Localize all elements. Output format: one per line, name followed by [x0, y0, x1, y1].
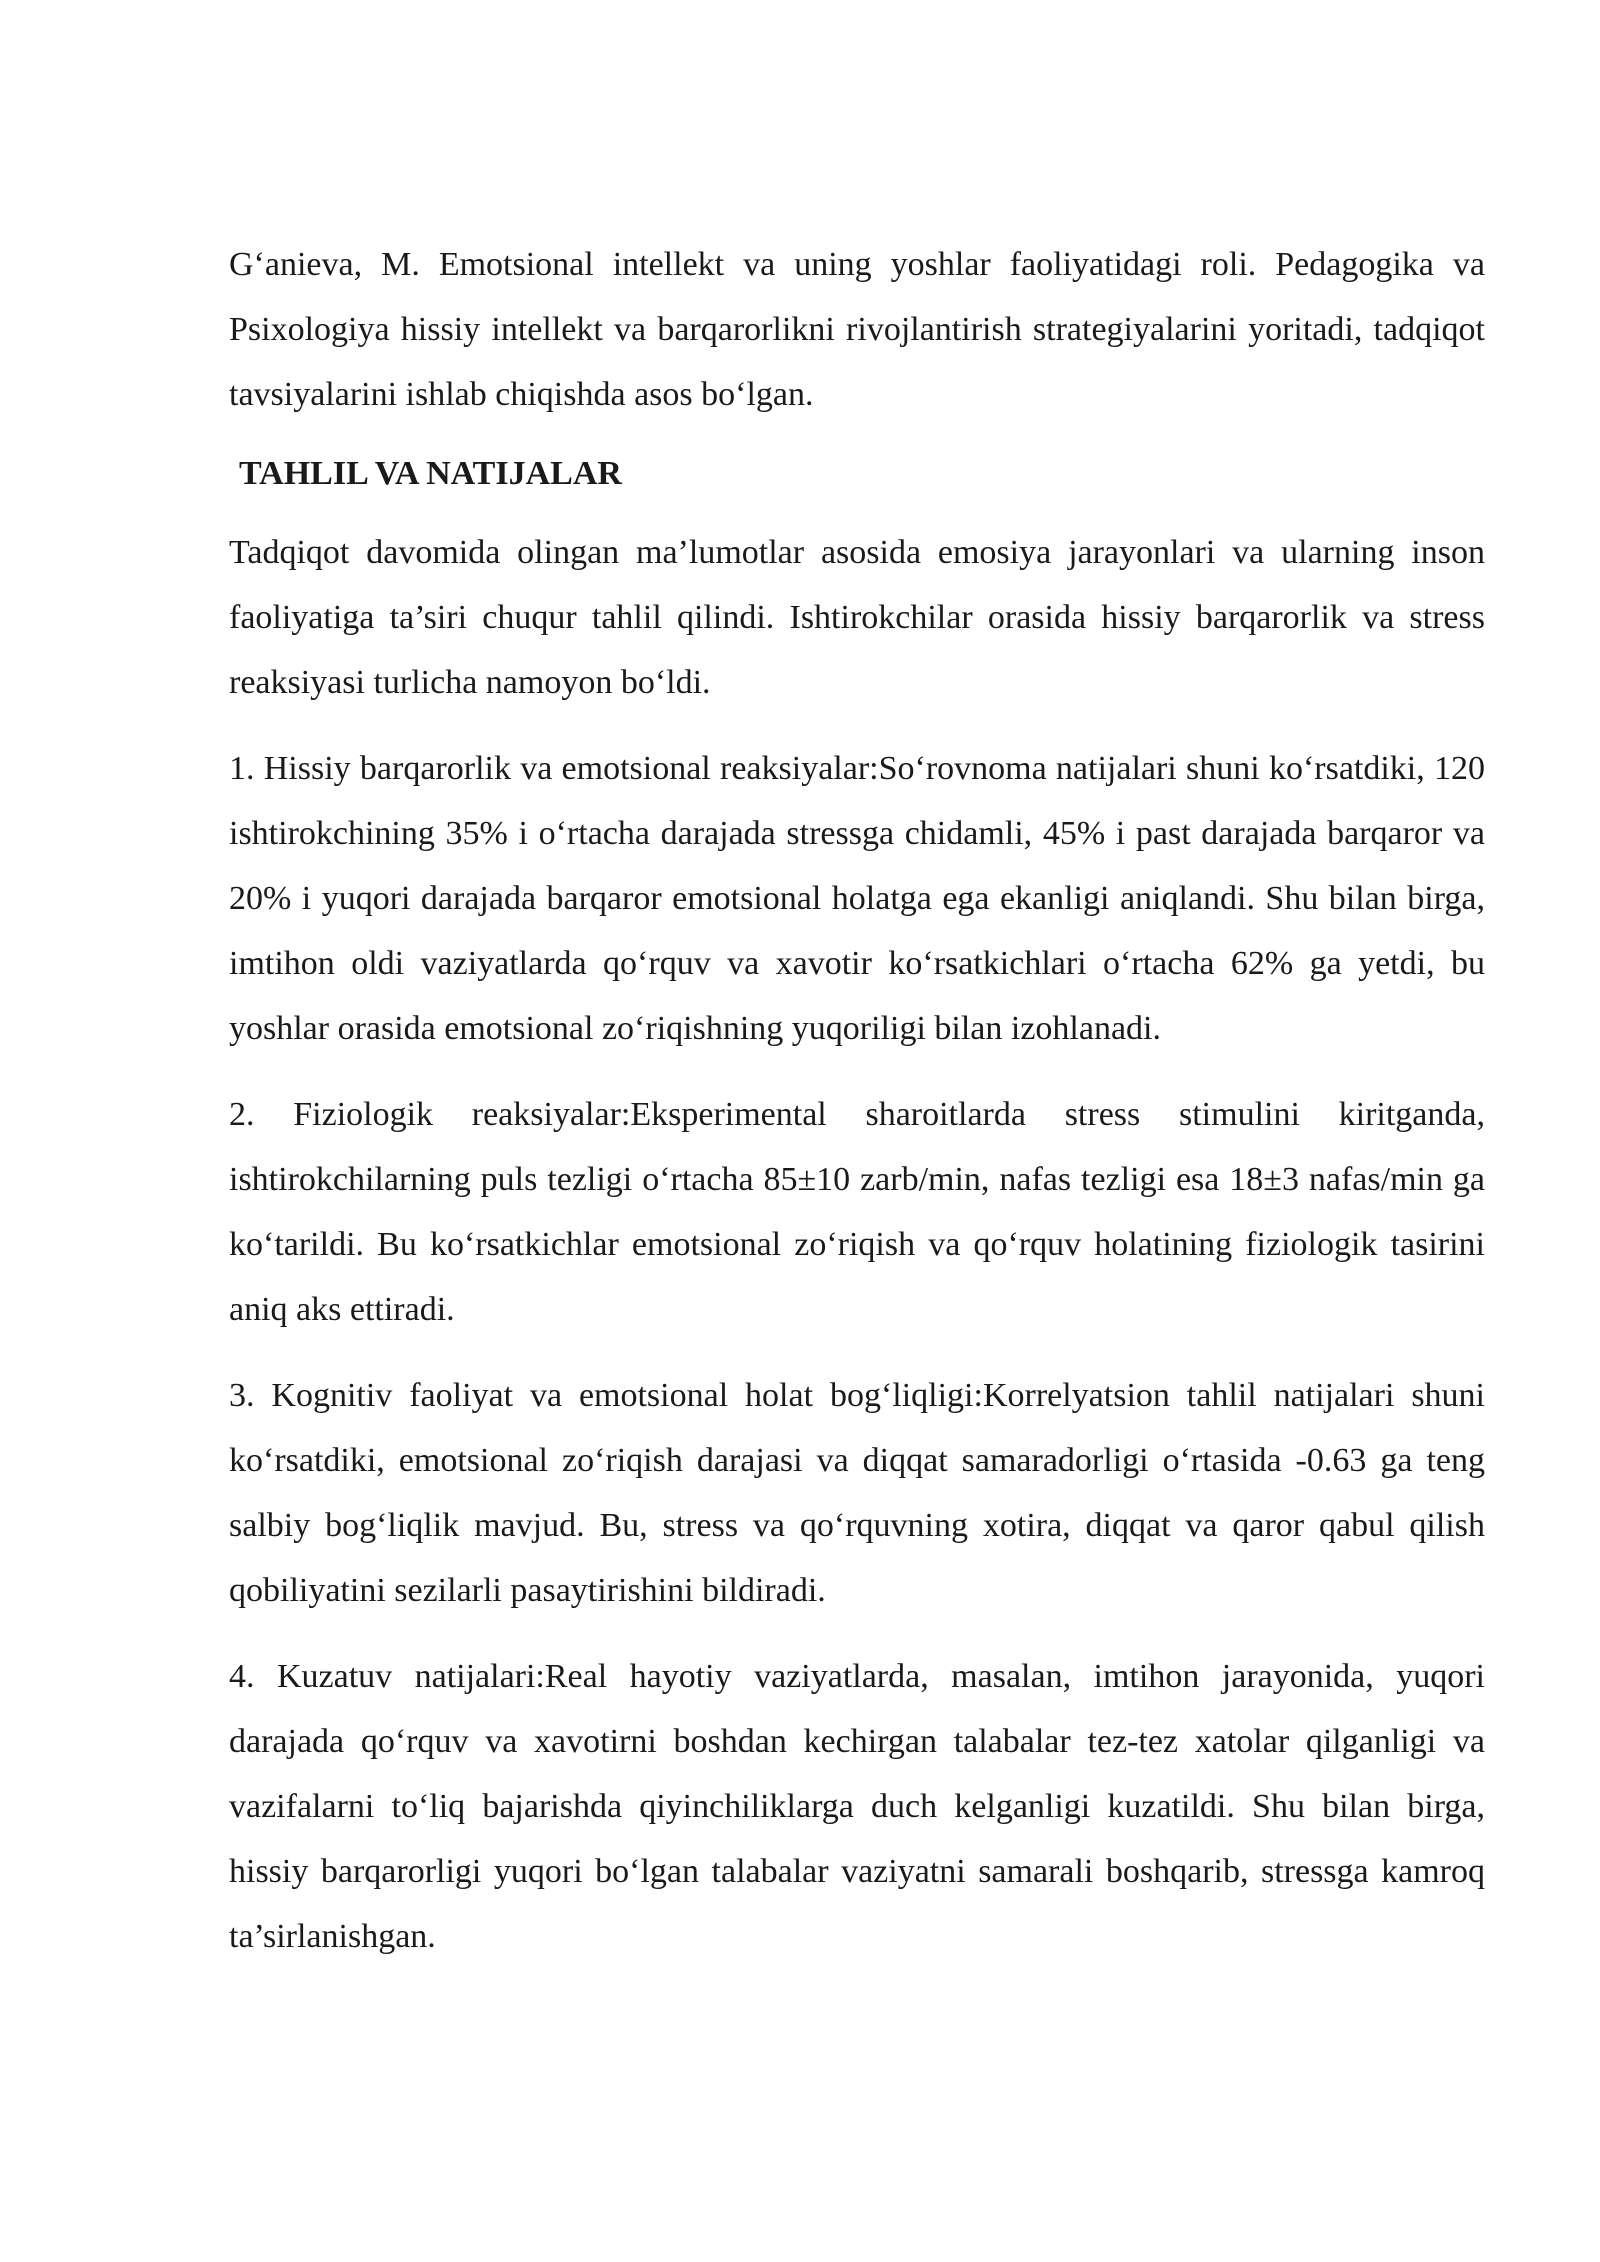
section-heading: TAHLIL VA NATIJALAR: [239, 455, 622, 492]
intro-paragraph: G‘anieva, M. Emotsional intellekt va uning yoshlar faoliyatidagi roli. Pedagogika va Psixologiya hissiy intellekt va barqarorlikni rivojlantirish strategiyalarini yoritadi, tadqiqot tavsiyalarini ishlab chiqishda asos bo‘lgan.: [229, 246, 1485, 413]
finding-paragraph-3: 3. Kognitiv faoliyat va emotsional holat bog‘liqligi:Korrelyatsion tahlil natijalari shuni ko‘rsatdiki, emotsional zo‘riqish darajasi va diqqat samaradorligi o‘rtasida -0.63 ga teng salbiy bog‘liqlik mavjud. Bu, stress va qo‘rquvning xotira, diqqat va qaror qabul qilish qobiliyatini sezilarli pasaytirishini bildiradi.: [229, 1377, 1485, 1609]
document-body: [229, 232, 1485, 1990]
finding-paragraph-4: 4. Kuzatuv natijalari:Real hayotiy vaziyatlarda, masalan, imtihon jarayonida, yuqori darajada qo‘rquv va xavotirni boshdan kechirgan talabalar tez-tez xatolar qilganligi va vazifalarni to‘liq bajarishda qiyinchiliklarga duch kelganligi kuzatildi. Shu bilan birga, hissiy barqarorligi yuqori bo‘lgan talabalar vaziyatni samarali boshqarib, stressga kamroq ta’sirlanishgan.: [229, 1658, 1485, 1955]
summary-paragraph: Tadqiqot davomida olingan ma’lumotlar asosida emosiya jarayonlari va ularning inson faoliyatiga ta’siri chuqur tahlil qilindi. Ishtirokchilar orasida hissiy barqarorlik va stress reaksiyasi turlicha namoyon bo‘ldi.: [229, 534, 1485, 701]
finding-paragraph-1: 1. Hissiy barqarorlik va emotsional reaksiyalar:So‘rovnoma natijalari shuni ko‘rsatdiki, 120 ishtirokchining 35% i o‘rtacha darajada stressga chidamli, 45% i past darajada barqaror va 20% i yuqori darajada barqaror emotsional holatga ega ekanligi aniqlandi. Shu bilan birga, imtihon oldi vaziyatlarda qo‘rquv va xavotir ko‘rsatkichlari o‘rtacha 62% ga yetdi, bu yoshlar orasida emotsional zo‘riqishning yuqoriligi bilan izohlanadi.: [229, 750, 1485, 1047]
finding-paragraph-2: 2. Fiziologik reaksiyalar:Eksperimental sharoitlarda stress stimulini kiritganda, ishtirokchilarning puls tezligi o‘rtacha 85±10 zarb/min, nafas tezligi esa 18±3 nafas/min ga ko‘tarildi. Bu ko‘rsatkichlar emotsional zo‘riqish va qo‘rquv holatining fiziologik tasirini aniq aks ettiradi.: [229, 1096, 1485, 1328]
